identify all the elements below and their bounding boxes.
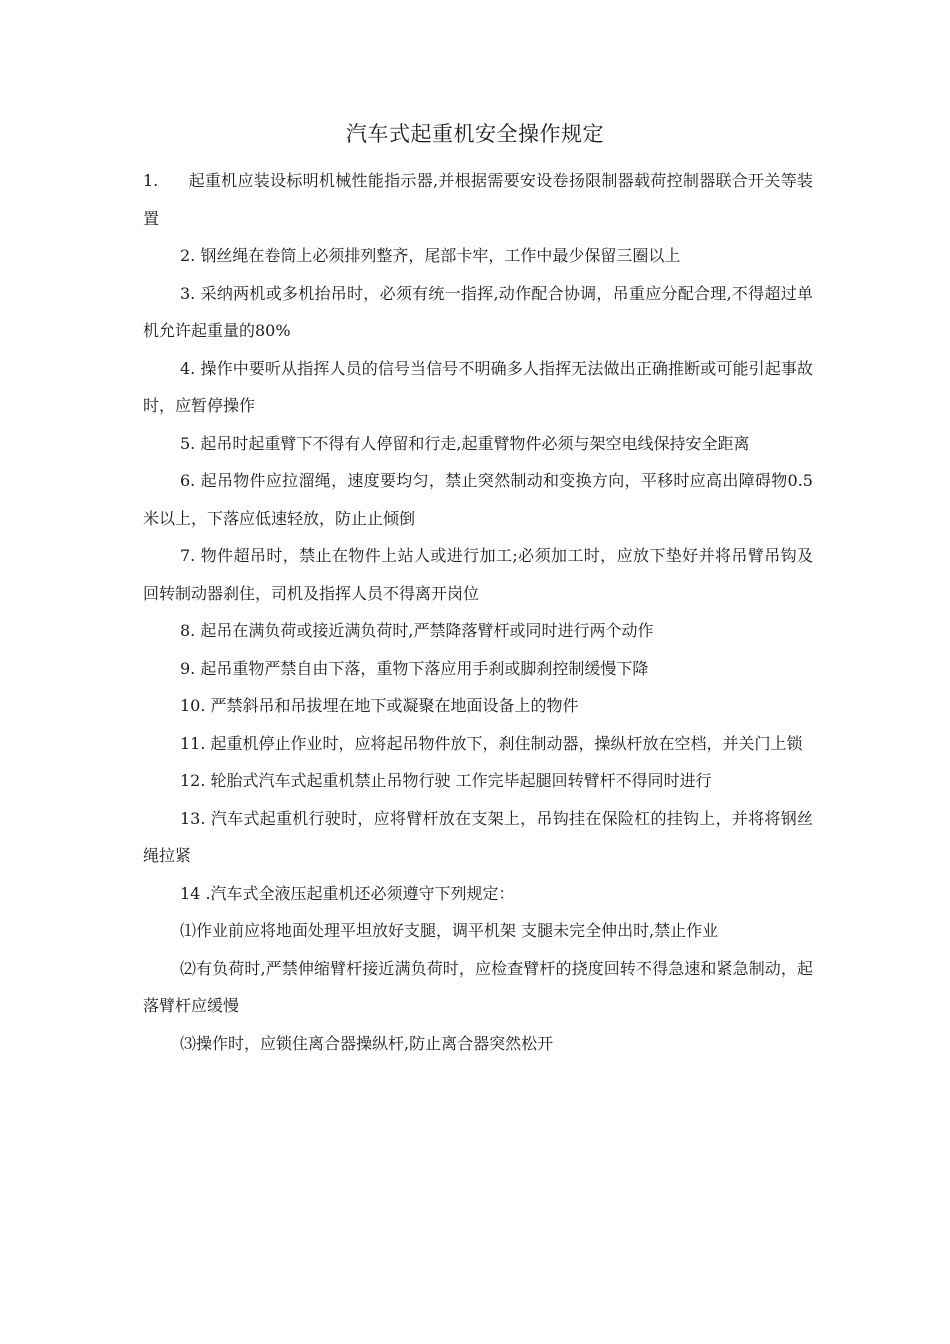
paragraph-item-10: 10. 严禁斜吊和吊拔埋在地下或凝聚在地面设备上的物件 — [180, 696, 579, 715]
paragraph-item-8: 8. 起吊在满负荷或接近满负荷时,严禁降落臂杆或同时进行两个动作 — [180, 621, 654, 640]
paragraph-item-13: 13. 汽车式起重机行驶时，应将臂杆放在支架上，吊钩挂在保险杠的挂钩上，并将将钢丝绳拉紧 — [143, 808, 813, 865]
paragraph-item-6: 6. 起吊物件应拉溜绳，速度要均匀，禁止突然制动和变换方向，平移时应高出障碍物0.5米以上，下落应低速轻放，防止止倾倒 — [143, 471, 813, 528]
paragraph-item-7: 7. 物件超吊时，禁止在物件上站人或进行加工;必须加工时，应放下垫好并将吊臂吊钩及回转制动器刹住，司机及指挥人员不得离开岗位 — [143, 546, 813, 603]
paragraph-item-3: 3. 采纳两机或多机抬吊时，必须有统一指挥,动作配合协调，吊重应分配合理,不得超过单机允许起重量的80% — [143, 283, 813, 340]
paragraph-item-4: 4. 操作中要听从指挥人员的信号当信号不明确多人指挥无法做出正确推断或可能引起事故时，应暂停操作 — [143, 358, 813, 415]
item-1-text: 起重机应装设标明机械性能指示器,并根据需要安设卷扬限制器载荷控制器联合开关等装置 — [143, 171, 813, 228]
paragraph-sub-3: ⑶操作时，应锁住离合器操纵杆,防止离合器突然松开 — [180, 1033, 554, 1053]
document-title: 汽车式起重机安全操作规定 — [346, 122, 604, 146]
paragraph-item-1 — [143, 162, 813, 237]
paragraph-item-12: 12. 轮胎式汽车式起重机禁止吊物行驶 工作完毕起腿回转臂杆不得同时进行 — [180, 771, 712, 790]
paragraph-sub-1: ⑴作业前应将地面处理平坦放好支腿，调平机架 支腿未完全伸出时,禁止作业 — [180, 921, 719, 940]
paragraph-item-5: 5. 起吊时起重臂下不得有人停留和行走,起重臂物件必须与架空电线保持安全距离 — [180, 433, 750, 453]
paragraph-item-9: 9. 起吊重物严禁自由下落，重物下落应用手刹或脚刹控制缓慢下降 — [180, 658, 649, 678]
paragraph-item-14: 14 .汽车式全液压起重机还必须遵守下列规定： — [180, 883, 515, 903]
paragraph-sub-2: ⑵有负荷时,严禁伸缩臂杆接近满负荷时，应检查臂杆的挠度回转不得急速和紧急制动，起落臂杆应缓慢 — [143, 958, 813, 1015]
item-1-number: 1. — [143, 171, 159, 190]
document-body — [143, 162, 813, 1062]
paragraph-item-2: 2. 钢丝绳在卷筒上必须排列整齐，尾部卡牢，工作中最少保留三圈以上 — [180, 246, 681, 265]
paragraph-item-11: 11. 起重机停止作业时，应将起吊物件放下，刹住制动器，操纵杆放在空档，并关门上锁 — [180, 733, 803, 753]
